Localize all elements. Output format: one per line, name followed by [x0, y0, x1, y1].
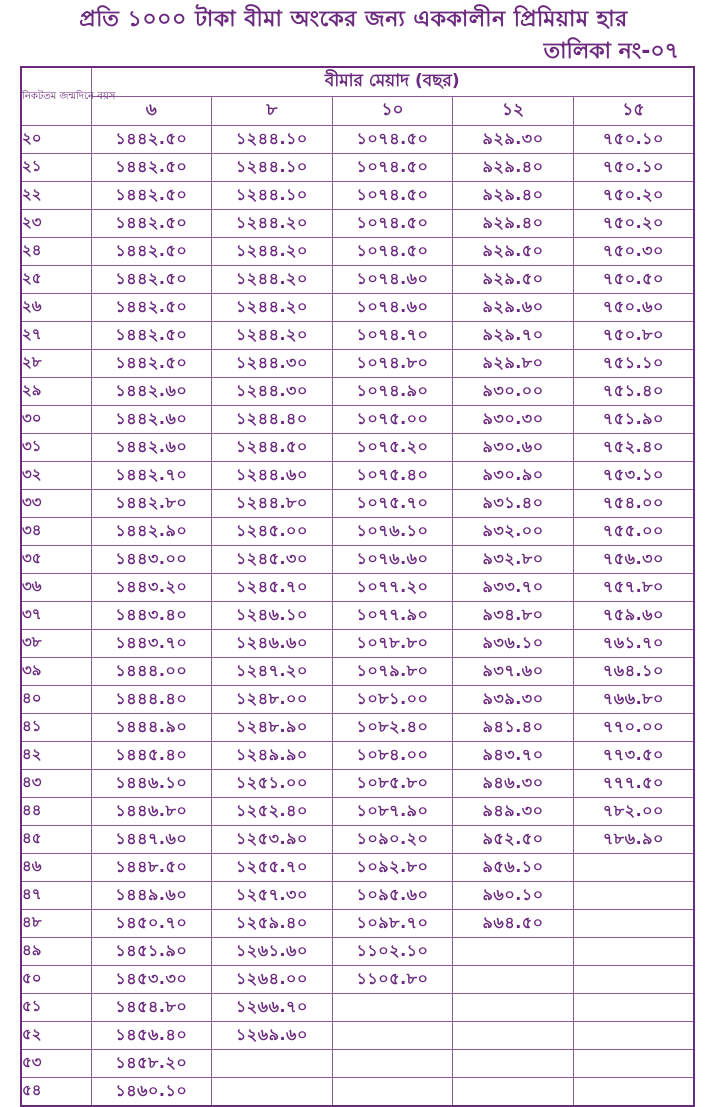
premium-cell: [332, 1078, 453, 1107]
premium-cell: ১২৪৪.১০: [212, 182, 333, 210]
premium-cell: ১০৯৮.৭০: [332, 910, 453, 938]
premium-cell: ৭৭৭.৫০: [573, 770, 694, 798]
premium-cell: ১০৭৪.৫০: [332, 238, 453, 266]
premium-cell: ৯৬৪.৫০: [453, 910, 574, 938]
table-row: [21, 182, 694, 210]
premium-cell: ৯৩০.০০: [453, 378, 574, 406]
premium-cell: ১৪৬০.১০: [91, 1078, 212, 1107]
premium-cell: ৭৫০.১০: [573, 154, 694, 182]
age-cell: ২০: [21, 126, 91, 154]
age-cell: ৩৬: [21, 574, 91, 602]
premium-cell: ১৪৪৯.৬০: [91, 882, 212, 910]
age-cell: ৪৫: [21, 826, 91, 854]
premium-cell: ১২৬৯.৬০: [212, 1022, 333, 1050]
age-cell: ৫১: [21, 994, 91, 1022]
premium-cell: ১০৯৫.৬০: [332, 882, 453, 910]
age-cell: ৩৯: [21, 658, 91, 686]
premium-cell: ১২৪৫.৩০: [212, 546, 333, 574]
premium-cell: ১৪৪২.৭০: [91, 462, 212, 490]
premium-cell: ১৪৫৩.৩০: [91, 966, 212, 994]
premium-cell: ১০৭৫.০০: [332, 406, 453, 434]
header-row-years: [21, 97, 694, 126]
premium-cell: ১৪৫১.৯০: [91, 938, 212, 966]
premium-cell: ৯৩৭.৬০: [453, 658, 574, 686]
premium-cell: ১০৭৫.২০: [332, 434, 453, 462]
age-cell: ৩১: [21, 434, 91, 462]
table-row: [21, 798, 694, 826]
premium-cell: ১০৮২.৪০: [332, 714, 453, 742]
age-cell: ৫৩: [21, 1050, 91, 1078]
premium-cell: ১২৪৪.৩০: [212, 378, 333, 406]
premium-rate-table: [20, 66, 695, 1107]
table-row: [21, 966, 694, 994]
premium-cell: ১২৪৪.১০: [212, 126, 333, 154]
age-cell: ২৫: [21, 266, 91, 294]
premium-cell: [212, 1050, 333, 1078]
premium-cell: ৭৫৯.৬০: [573, 602, 694, 630]
premium-cell: ৭৬১.৭০: [573, 630, 694, 658]
premium-cell: ১৪৪২.৫০: [91, 210, 212, 238]
premium-cell: ১০৮৪.০০: [332, 742, 453, 770]
age-cell: ৩৩: [21, 490, 91, 518]
table-row: [21, 238, 694, 266]
age-cell: ২২: [21, 182, 91, 210]
premium-cell: ৯৩৪.৮০: [453, 602, 574, 630]
premium-cell: ৭৫৩.১০: [573, 462, 694, 490]
table-row: [21, 406, 694, 434]
premium-cell: ১৪৪২.৫০: [91, 350, 212, 378]
premium-cell: ৭৭০.০০: [573, 714, 694, 742]
premium-cell: [332, 1022, 453, 1050]
premium-cell: ১০৭৬.১০: [332, 518, 453, 546]
premium-cell: ১০৭৫.৭০: [332, 490, 453, 518]
table-row: [21, 350, 694, 378]
premium-cell: ১০৭৪.৬০: [332, 266, 453, 294]
premium-cell: ১২৬১.৬০: [212, 938, 333, 966]
premium-cell: ১৪৪৬.৮০: [91, 798, 212, 826]
premium-cell: [453, 1050, 574, 1078]
premium-cell: ১০৭৪.৫০: [332, 182, 453, 210]
term-column-header: ৬: [91, 97, 212, 126]
premium-cell: ৭৫১.৯০: [573, 406, 694, 434]
premium-cell: ১৪৪২.৬০: [91, 378, 212, 406]
premium-cell: ১০৭৬.৬০: [332, 546, 453, 574]
premium-cell: [573, 966, 694, 994]
premium-cell: ৭৮৬.৯০: [573, 826, 694, 854]
premium-cell: ১০৭৯.৮০: [332, 658, 453, 686]
premium-cell: ১২৪৮.৯০: [212, 714, 333, 742]
premium-cell: ১০৯০.২০: [332, 826, 453, 854]
premium-cell: ৭৫৭.৮০: [573, 574, 694, 602]
premium-cell: ১৪৪২.৮০: [91, 490, 212, 518]
premium-cell: ১২৪৪.২০: [212, 238, 333, 266]
premium-cell: ৯২৯.৫০: [453, 238, 574, 266]
premium-cell: ১৪৪৩.৭০: [91, 630, 212, 658]
table-row: [21, 854, 694, 882]
premium-cell: ১৪৪২.৫০: [91, 322, 212, 350]
premium-cell: ৭৫১.৪০: [573, 378, 694, 406]
term-group-header: বীমার মেয়াদ (বছর): [91, 67, 694, 97]
table-row: [21, 686, 694, 714]
premium-cell: ১২৪৪.২০: [212, 210, 333, 238]
term-column-header: ১২: [453, 97, 574, 126]
table-row: [21, 518, 694, 546]
premium-cell: ১৪৪৮.৫০: [91, 854, 212, 882]
premium-cell: ১৪৪৩.০০: [91, 546, 212, 574]
age-cell: ৩৭: [21, 602, 91, 630]
premium-cell: ১৪৫৪.৮০: [91, 994, 212, 1022]
premium-cell: ১৪৪২.৫০: [91, 238, 212, 266]
premium-cell: ৭৫০.২০: [573, 210, 694, 238]
premium-cell: ৭৫০.১০: [573, 126, 694, 154]
premium-cell: ৭৬৬.৮০: [573, 686, 694, 714]
table-body: [21, 126, 694, 1107]
age-cell: ২৭: [21, 322, 91, 350]
premium-cell: ১২৫৫.৭০: [212, 854, 333, 882]
premium-cell: [453, 994, 574, 1022]
premium-cell: ১০৭৭.৯০: [332, 602, 453, 630]
table-row: [21, 490, 694, 518]
premium-cell: ১৪৪২.৫০: [91, 182, 212, 210]
table-row: [21, 910, 694, 938]
premium-cell: ৯২৯.৫০: [453, 266, 574, 294]
age-cell: ২৯: [21, 378, 91, 406]
age-cell: ৪১: [21, 714, 91, 742]
age-cell: ৪২: [21, 742, 91, 770]
table-row: [21, 630, 694, 658]
premium-cell: ১২৪৫.০০: [212, 518, 333, 546]
premium-cell: ৯৩৬.১০: [453, 630, 574, 658]
premium-cell: ৯৪৯.৩০: [453, 798, 574, 826]
premium-cell: ১০৮১.০০: [332, 686, 453, 714]
age-cell: ৫০: [21, 966, 91, 994]
premium-cell: ৯২৯.৩০: [453, 126, 574, 154]
premium-cell: ১০৭৪.৮০: [332, 350, 453, 378]
table-row: [21, 154, 694, 182]
premium-cell: ১২৪৪.১০: [212, 154, 333, 182]
premium-cell: ১২৪৪.২০: [212, 294, 333, 322]
premium-cell: [332, 1050, 453, 1078]
table-row: [21, 882, 694, 910]
premium-cell: ১২৫৯.৪০: [212, 910, 333, 938]
header-row-term: [21, 67, 694, 97]
age-cell: ৩৪: [21, 518, 91, 546]
table-row: [21, 994, 694, 1022]
premium-cell: ১৪৪৪.৯০: [91, 714, 212, 742]
table-row: [21, 1050, 694, 1078]
premium-cell: ১০৯২.৮০: [332, 854, 453, 882]
premium-cell: ৯৩৯.৩০: [453, 686, 574, 714]
table-row: [21, 574, 694, 602]
premium-cell: ১১০২.১০: [332, 938, 453, 966]
premium-cell: ১৪৪৩.৪০: [91, 602, 212, 630]
term-column-header: ৮: [212, 97, 333, 126]
age-column-header: নিকটতম জন্মদিনে বয়স: [21, 67, 91, 126]
premium-cell: [573, 1022, 694, 1050]
premium-cell: ১২৪৪.৫০: [212, 434, 333, 462]
premium-cell: ১২৬৬.৭০: [212, 994, 333, 1022]
premium-cell: ১১০৫.৮০: [332, 966, 453, 994]
table-row: [21, 938, 694, 966]
table-row: [21, 210, 694, 238]
premium-cell: [573, 1050, 694, 1078]
table-row: [21, 658, 694, 686]
premium-cell: ৯৪১.৪০: [453, 714, 574, 742]
table-row: [21, 1022, 694, 1050]
premium-cell: ১০৭৪.৫০: [332, 210, 453, 238]
premium-cell: [332, 994, 453, 1022]
premium-cell: ৯৫৬.১০: [453, 854, 574, 882]
premium-cell: [453, 938, 574, 966]
premium-cell: ১২৪৪.৩০: [212, 350, 333, 378]
premium-cell: ১০৭৫.৪০: [332, 462, 453, 490]
page-title: প্রতি ১০০০ টাকা বীমা অংকের জন্য এককালীন প্রিমিয়াম হার: [79, 7, 628, 32]
premium-cell: ৭৫১.১০: [573, 350, 694, 378]
premium-cell: ১২৬৪.০০: [212, 966, 333, 994]
premium-cell: ১৪৪৬.১০: [91, 770, 212, 798]
premium-cell: [453, 1022, 574, 1050]
premium-cell: [453, 1078, 574, 1107]
premium-cell: ১৪৪২.৫০: [91, 154, 212, 182]
premium-cell: ৯৩০.৩০: [453, 406, 574, 434]
premium-cell: ১০৭৪.৬০: [332, 294, 453, 322]
premium-cell: ১২৪৪.২০: [212, 266, 333, 294]
premium-cell: ৯৩২.০০: [453, 518, 574, 546]
premium-cell: ৯৩২.৮০: [453, 546, 574, 574]
term-column-header: ১৫: [573, 97, 694, 126]
age-cell: ৪৩: [21, 770, 91, 798]
premium-cell: ৭৬৪.১০: [573, 658, 694, 686]
premium-cell: ১২৪৫.৭০: [212, 574, 333, 602]
age-cell: ৩৫: [21, 546, 91, 574]
premium-cell: ১৪৫৮.২০: [91, 1050, 212, 1078]
premium-cell: ৯৬০.১০: [453, 882, 574, 910]
premium-cell: [573, 1078, 694, 1107]
premium-cell: ১০৭৪.৫০: [332, 154, 453, 182]
age-cell: ৩২: [21, 462, 91, 490]
table-row: [21, 714, 694, 742]
premium-cell: ৯৫২.৫০: [453, 826, 574, 854]
premium-cell: ৭৮২.০০: [573, 798, 694, 826]
age-cell: ৫২: [21, 1022, 91, 1050]
premium-cell: [573, 994, 694, 1022]
age-cell: ৪৭: [21, 882, 91, 910]
premium-cell: ১২৪৬.১০: [212, 602, 333, 630]
premium-cell: ৯২৯.৬০: [453, 294, 574, 322]
premium-cell: [573, 882, 694, 910]
premium-cell: ১২৪৬.৬০: [212, 630, 333, 658]
premium-cell: ৭৫০.৬০: [573, 294, 694, 322]
age-cell: ২৪: [21, 238, 91, 266]
table-row: [21, 1078, 694, 1107]
premium-cell: ৯২৯.৪০: [453, 210, 574, 238]
premium-cell: ১২৪৪.৮০: [212, 490, 333, 518]
premium-cell: ১২৫৩.৯০: [212, 826, 333, 854]
premium-cell: ৭৫৪.০০: [573, 490, 694, 518]
premium-cell: ১২৪৮.০০: [212, 686, 333, 714]
age-cell: ২৩: [21, 210, 91, 238]
premium-cell: ৭৫২.৪০: [573, 434, 694, 462]
premium-cell: ৯৩৩.৭০: [453, 574, 574, 602]
table-row: [21, 126, 694, 154]
premium-cell: ১৪৪২.৬০: [91, 434, 212, 462]
premium-cell: ৭৫০.৮০: [573, 322, 694, 350]
table-row: [21, 602, 694, 630]
age-cell: ৪৯: [21, 938, 91, 966]
premium-cell: ১৪৪৩.২০: [91, 574, 212, 602]
age-cell: ৪৮: [21, 910, 91, 938]
premium-cell: ১২৫১.০০: [212, 770, 333, 798]
premium-cell: ৭৭৩.৫০: [573, 742, 694, 770]
premium-cell: ৯৪৩.৭০: [453, 742, 574, 770]
premium-cell: ১৪৪৫.৪০: [91, 742, 212, 770]
premium-cell: ৭৫৫.০০: [573, 518, 694, 546]
age-cell: ৪০: [21, 686, 91, 714]
table-row: [21, 826, 694, 854]
age-cell: ৩৮: [21, 630, 91, 658]
premium-cell: [212, 1078, 333, 1107]
premium-cell: [573, 938, 694, 966]
premium-cell: ১০৭৪.৭০: [332, 322, 453, 350]
premium-cell: ৭৫০.২০: [573, 182, 694, 210]
premium-cell: ৯২৯.৪০: [453, 154, 574, 182]
table-row: [21, 770, 694, 798]
premium-cell: ৯৪৬.৩০: [453, 770, 574, 798]
age-cell: ২১: [21, 154, 91, 182]
premium-cell: ১০৭৪.৯০: [332, 378, 453, 406]
premium-cell: ১২৪৪.২০: [212, 322, 333, 350]
table-row: [21, 434, 694, 462]
premium-cell: ১৪৪২.৬০: [91, 406, 212, 434]
premium-cell: ১২৪৯.৯০: [212, 742, 333, 770]
term-column-header: ১০: [332, 97, 453, 126]
premium-cell: ৭৫০.৩০: [573, 238, 694, 266]
premium-cell: [573, 910, 694, 938]
table-row: [21, 266, 694, 294]
premium-cell: ১৪৪৭.৬০: [91, 826, 212, 854]
premium-cell: ১৪৪২.৯০: [91, 518, 212, 546]
premium-cell: ৯২৯.৮০: [453, 350, 574, 378]
premium-cell: ৯২৯.৭০: [453, 322, 574, 350]
premium-cell: ১৪৪২.৫০: [91, 126, 212, 154]
premium-cell: ১০৭৮.৮০: [332, 630, 453, 658]
table-row: [21, 546, 694, 574]
premium-cell: ১২৪৪.৪০: [212, 406, 333, 434]
table-number-label: তালিকা নং-০৭: [543, 39, 679, 64]
premium-cell: ১২৫২.৪০: [212, 798, 333, 826]
premium-cell: ৯৩০.৯০: [453, 462, 574, 490]
premium-cell: ৭৫৬.৩০: [573, 546, 694, 574]
table-row: [21, 378, 694, 406]
premium-cell: ১৪৪২.৫০: [91, 266, 212, 294]
premium-cell: [573, 854, 694, 882]
table-row: [21, 322, 694, 350]
table-row: [21, 462, 694, 490]
table-row: [21, 742, 694, 770]
premium-cell: ১৪৪৪.০০: [91, 658, 212, 686]
age-cell: ২৬: [21, 294, 91, 322]
premium-cell: ১৪৪২.৫০: [91, 294, 212, 322]
age-cell: ৪৬: [21, 854, 91, 882]
premium-cell: ১২৫৭.৩০: [212, 882, 333, 910]
premium-cell: ১৪৪৪.৪০: [91, 686, 212, 714]
age-cell: ২৮: [21, 350, 91, 378]
premium-cell: ১৪৫৬.৪০: [91, 1022, 212, 1050]
premium-cell: ১০৮৫.৮০: [332, 770, 453, 798]
premium-cell: ১২৪৭.২০: [212, 658, 333, 686]
age-cell: ৩০: [21, 406, 91, 434]
premium-cell: ১৪৫০.৭০: [91, 910, 212, 938]
premium-cell: ৯৩১.৪০: [453, 490, 574, 518]
premium-cell: ১০৭৪.৫০: [332, 126, 453, 154]
premium-cell: ৭৫০.৫০: [573, 266, 694, 294]
premium-cell: ১০৮৭.৯০: [332, 798, 453, 826]
premium-cell: ৯৩০.৬০: [453, 434, 574, 462]
age-cell: ৪৪: [21, 798, 91, 826]
premium-cell: ১০৭৭.২০: [332, 574, 453, 602]
table-row: [21, 294, 694, 322]
premium-cell: ১২৪৪.৬০: [212, 462, 333, 490]
premium-cell: ৯২৯.৪০: [453, 182, 574, 210]
age-cell: ৫৪: [21, 1078, 91, 1107]
premium-cell: [453, 966, 574, 994]
